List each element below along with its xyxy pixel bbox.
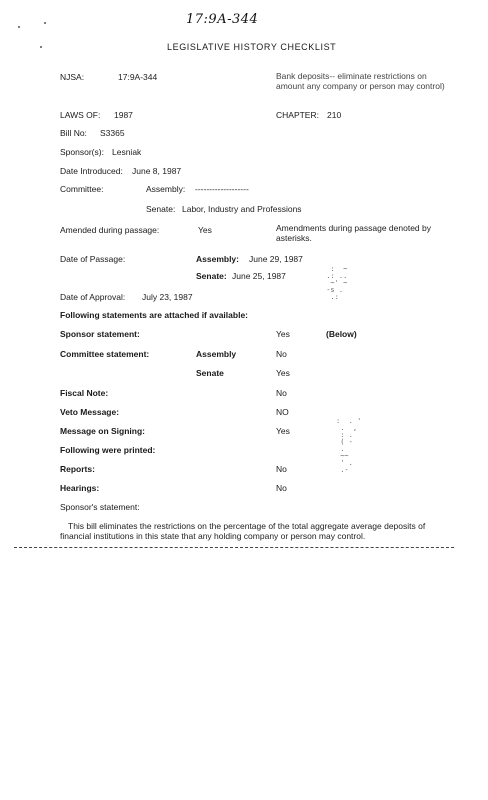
reports-label: Reports: [60, 464, 95, 474]
amended-note: Amendments during passage denoted by asterisks. [276, 223, 431, 243]
scan-speck [18, 26, 20, 28]
printed-heading: Following were printed: [60, 445, 156, 455]
njsa-value: 17:9A-344 [118, 72, 158, 82]
message-on-signing-value: Yes [276, 426, 290, 436]
page-title: LEGISLATIVE HISTORY CHECKLIST [167, 42, 337, 52]
sponsor-statement-label: Sponsor statement: [60, 329, 140, 339]
committee-statement-senate-label: Senate [196, 368, 224, 378]
fiscal-note-value: No [276, 388, 287, 398]
bill-no-value: S3365 [100, 128, 125, 138]
fiscal-note-label: Fiscal Note: [60, 388, 109, 398]
passage-senate-label: Senate: [196, 271, 227, 281]
committee-statement-assembly-value: No [276, 349, 287, 359]
committee-assembly-label: Assembly: [146, 184, 186, 194]
hearings-label: Hearings: [60, 483, 100, 493]
bleed-through-marks: : ~ .: .. ~' ~ -s . .: [326, 265, 348, 301]
chapter-value: 210 [327, 110, 342, 120]
message-on-signing-label: Message on Signing: [60, 426, 146, 436]
handwritten-section-number: 17:9A-344 [186, 12, 259, 27]
date-introduced-label: Date Introduced: [60, 166, 123, 176]
statements-heading: Following statements are attached if available: [60, 310, 248, 320]
laws-of-label: LAWS OF: [60, 110, 101, 120]
veto-message-label: Veto Message: [60, 407, 120, 417]
bleed-through-marks: : . ' . , : . ( - . ~~ ' . .- [336, 417, 362, 474]
committee-statement-assembly-label: Assembly [196, 349, 237, 359]
committee-label: Committee: [60, 184, 104, 194]
committee-senate-value: Labor, Industry and Professions [182, 204, 302, 214]
dashed-separator [14, 547, 454, 548]
scan-speck [44, 22, 46, 24]
amended-label: Amended during passage: [60, 225, 160, 235]
sponsor-statement-value: Yes [276, 329, 290, 339]
sponsor-statement-note: (Below) [326, 329, 357, 339]
passage-assembly-value: June 29, 1987 [249, 254, 303, 264]
sponsor-statement-heading: Sponsor's statement: [60, 502, 140, 512]
subject-description: Bank deposits-- eliminate restrictions on amount any company or person may control) [276, 71, 445, 91]
committee-statement-label: Committee statement: [60, 349, 150, 359]
sponsor-statement-text: This bill eliminates the restrictions on the percentage of the total aggregate average deposits of financial institutions in this state that any holding company or person may control. [60, 521, 426, 541]
sponsors-label: Sponsor(s): [60, 147, 104, 157]
amended-value: Yes [198, 225, 212, 235]
njsa-label: NJSA: [60, 72, 85, 82]
committee-statement-senate-value: Yes [276, 368, 290, 378]
chapter-label: CHAPTER: [276, 110, 319, 120]
reports-value: No [276, 464, 287, 474]
date-of-passage-label: Date of Passage: [60, 254, 126, 264]
committee-senate-label: Senate: [146, 204, 176, 214]
scan-speck [40, 46, 42, 48]
hearings-value: No [276, 483, 287, 493]
bill-no-label: Bill No: [60, 128, 87, 138]
date-of-approval-label: Date of Approval: [60, 292, 126, 302]
date-introduced-value: June 8, 1987 [132, 166, 182, 176]
laws-of-value: 1987 [114, 110, 133, 120]
sponsors-value: Lesniak [112, 147, 142, 157]
committee-assembly-value: ------------------- [195, 184, 249, 194]
veto-message-value: NO [276, 407, 289, 417]
passage-assembly-label: Assembly: [196, 254, 239, 264]
date-of-approval-value: July 23, 1987 [142, 292, 193, 302]
passage-senate-value: June 25, 1987 [232, 271, 286, 281]
